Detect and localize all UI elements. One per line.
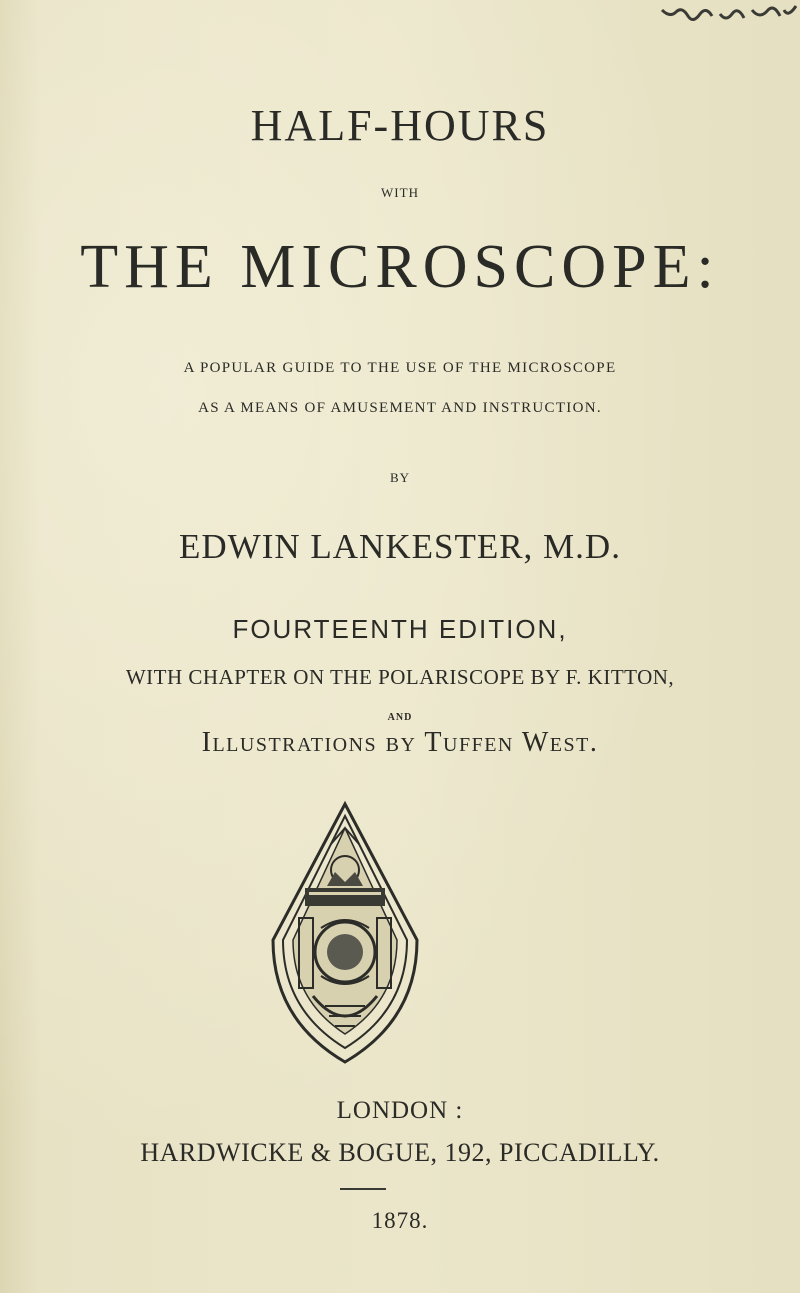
imprint-publisher: HARDWICKE & BOGUE, 192, PICCADILLY. <box>140 1138 660 1167</box>
title-the-microscope: THE MICROSCOPE: <box>80 233 720 301</box>
byline-by: BY <box>389 470 411 485</box>
illustrations-credit: Illustrations by Tuffen West. <box>201 727 599 758</box>
subtitle-line-2: AS A MEANS OF AMUSEMENT AND INSTRUCTION. <box>198 400 602 416</box>
chapter-note: WITH CHAPTER ON THE POLARISCOPE BY F. KITTON, <box>125 665 675 689</box>
ink-flourish-icon <box>660 0 800 30</box>
title-with: WITH <box>381 185 419 200</box>
publisher-crest-icon <box>265 800 425 1065</box>
edition-label: FOURTEENTH EDITION, <box>232 614 568 644</box>
imprint-year: 1878. <box>371 1208 429 1233</box>
conjunction-and: AND <box>387 712 413 723</box>
imprint-place: LONDON : <box>336 1097 464 1124</box>
title-half-hours: HALF-HOURS <box>250 101 550 150</box>
divider-rule <box>340 1188 386 1190</box>
author-name: EDWIN LANKESTER, M.D. <box>179 527 621 566</box>
subtitle-line-1: A POPULAR GUIDE TO THE USE OF THE MICROSCOPE <box>183 360 617 376</box>
